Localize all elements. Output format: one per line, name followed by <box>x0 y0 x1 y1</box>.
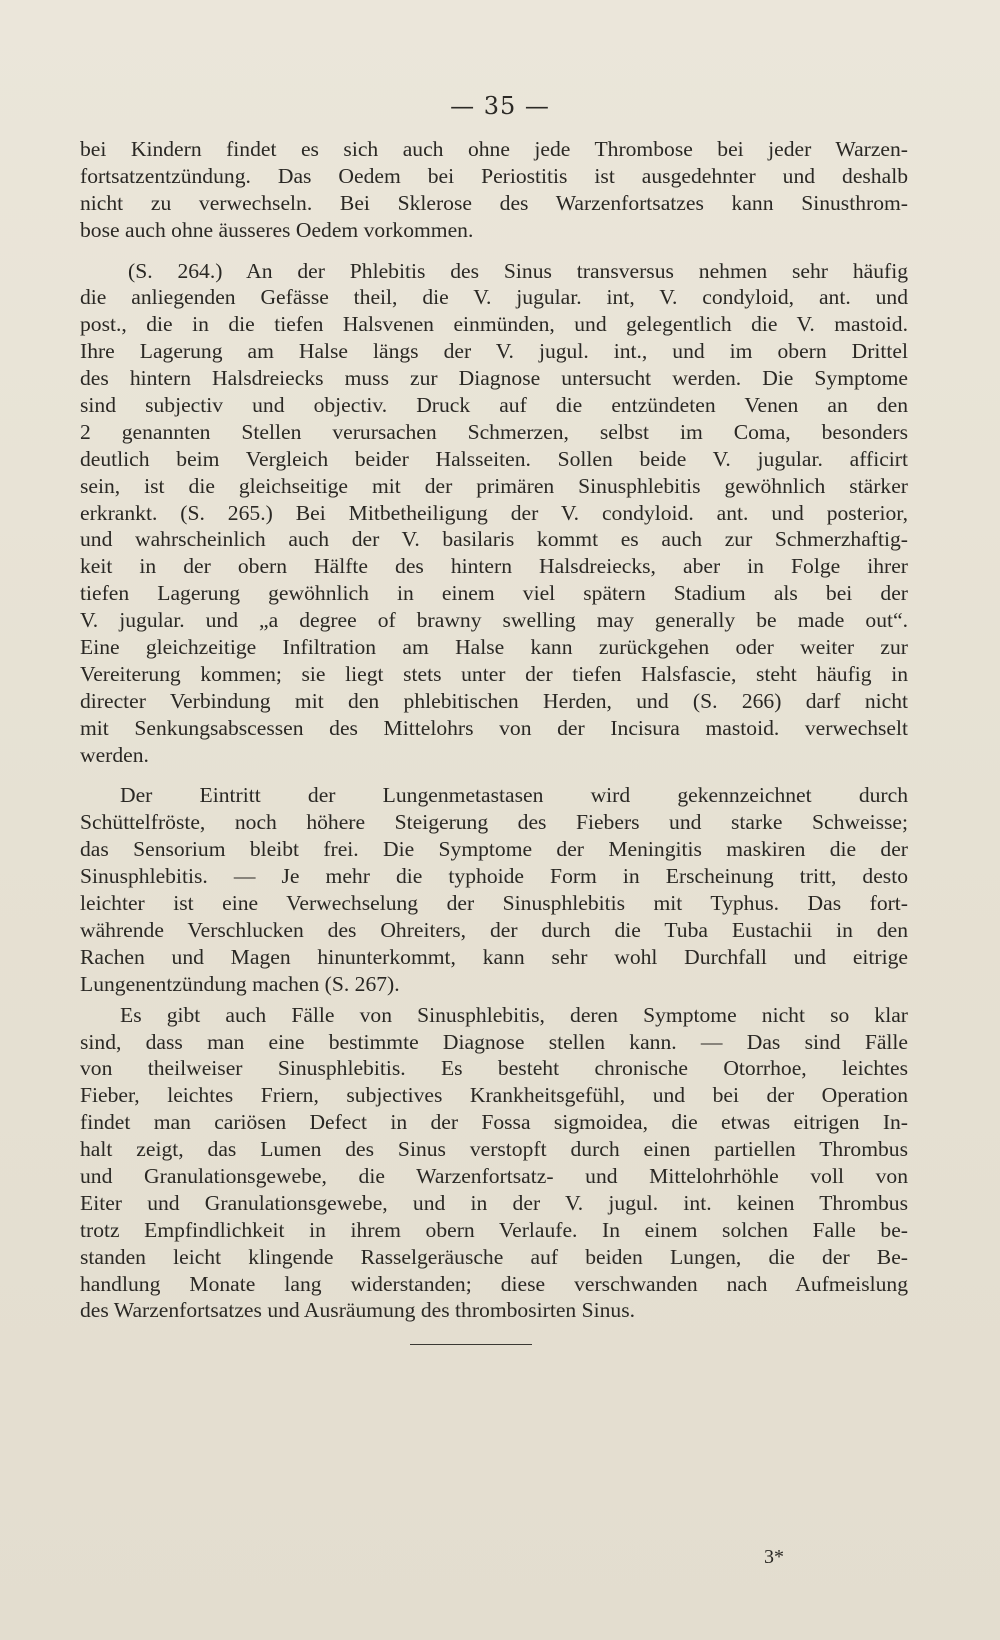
text-line: sind subjectiv und objectiv. Druck auf die entzündeten Venen an den <box>80 393 908 418</box>
text-line: fortsatzentzündung. Das Oedem bei Periostitis ist ausgedehnter und deshalb <box>80 163 908 188</box>
text-line: sind, dass man eine bestimmte Diagnose stellen kann. — Das sind Fälle <box>80 1029 908 1054</box>
text-line: Eine gleichzeitige Infiltration am Halse kann zurückgehen oder weiter zur <box>80 635 908 660</box>
text-line: bei Kindern findet es sich auch ohne jede Thrombose bei jeder Warzen- <box>80 137 908 161</box>
text-line: erkrankt. (S. 265.) Bei Mitbetheiligung der V. condyloid. ant. und posterior, <box>80 500 908 525</box>
text-line: und Granulationsgewebe, die Warzenfortsatz- und Mittelohrhöhle voll von <box>80 1163 908 1188</box>
paragraph-2 <box>80 258 908 769</box>
paragraph-4 <box>80 1002 908 1325</box>
text-line: das Sensorium bleibt frei. Die Symptome der Meningitis maskiren die der <box>80 837 908 862</box>
text-line: Vereiterung kommen; sie liegt stets unter der tiefen Halsfascie, steht häufig in <box>80 661 908 686</box>
text-line: Der Eintritt der Lungenmetastasen wird gekennzeichnet durch <box>120 783 908 808</box>
text-line: leichter ist eine Verwechselung der Sinusphlebitis mit Typhus. Das fort- <box>80 891 908 916</box>
text-line: directer Verbindung mit den phlebitischen Herden, und (S. 266) darf nicht <box>80 688 908 713</box>
text-line: währende Verschlucken des Ohreiters, der durch die Tuba Eustachii in den <box>80 917 908 942</box>
text-line: Es gibt auch Fälle von Sinusphlebitis, deren Symptome nicht so klar <box>120 1002 908 1027</box>
text-line: handlung Monate lang widerstanden; diese verschwanden nach Aufmeislung <box>80 1271 908 1296</box>
text-line: des hintern Halsdreiecks muss zur Diagnose untersucht werden. Die Symptome <box>80 366 908 391</box>
text-line: tiefen Lagerung gewöhnlich in einem viel spätern Stadium als bei der <box>80 581 908 606</box>
text-line: findet man cariösen Defect in der Fossa sigmoidea, die etwas eitrigen In- <box>80 1110 908 1135</box>
page-body <box>80 136 908 1324</box>
text-line: Rachen und Magen hinunterkommt, kann sehr wohl Durchfall und eitrige <box>80 944 908 969</box>
text-line: nicht zu verwechseln. Bei Sklerose des Warzenfortsatzes kann Sinusthrom- <box>80 190 908 215</box>
text-line: bose auch ohne äusseres Oedem vorkommen. <box>80 217 474 242</box>
paragraph-1 <box>80 136 908 244</box>
text-line: 2 genannten Stellen verursachen Schmerzen, selbst im Coma, besonders <box>80 419 908 444</box>
signature-mark: 3* <box>764 1546 784 1568</box>
text-line: und wahrscheinlich auch der V. basilaris kommt es auch zur Schmerzhaftig- <box>80 527 908 552</box>
section-divider <box>410 1344 532 1345</box>
text-line: die anliegenden Gefässe theil, die V. jugular. int, V. condyloid, ant. und <box>80 285 908 310</box>
text-line: post., die in die tiefen Halsvenen einmünden, und gelegentlich die V. mastoid. <box>80 312 908 337</box>
text-line: Ihre Lagerung am Halse längs der V. jugul. int., und im obern Drittel <box>80 339 908 364</box>
paragraph-3 <box>80 782 908 997</box>
text-line: halt zeigt, das Lumen des Sinus verstopft durch einen partiellen Thrombus <box>80 1137 908 1162</box>
text-line: keit in der obern Hälfte des hintern Halsdreiecks, aber in Folge ihrer <box>80 554 908 579</box>
text-line: standen leicht klingende Rasselgeräusche auf beiden Lungen, die der Be- <box>80 1244 908 1269</box>
text-line: von theilweiser Sinusphlebitis. Es besteht chronische Otorrhoe, leichtes <box>80 1056 908 1081</box>
text-line: werden. <box>80 742 149 767</box>
text-line: des Warzenfortsatzes und Ausräumung des thrombosirten Sinus. <box>80 1298 636 1323</box>
text-line: Fieber, leichtes Friern, subjectives Krankheitsgefühl, und bei der Operation <box>80 1083 908 1108</box>
text-line: Eiter und Granulationsgewebe, und in der V. jugul. int. keinen Thrombus <box>80 1190 908 1215</box>
text-line: deutlich beim Vergleich beider Halsseiten. Sollen beide V. jugular. afficirt <box>80 446 908 471</box>
text-line: Schüttelfröste, noch höhere Steigerung des Fiebers und starke Schweisse; <box>80 810 908 835</box>
text-line: mit Senkungsabscessen des Mittelohrs von der Incisura mastoid. verwechselt <box>80 715 908 740</box>
text-line: Sinusphlebitis. — Je mehr die typhoide Form in Erscheinung tritt, desto <box>80 864 908 889</box>
text-line: trotz Empfindlichkeit in ihrem obern Verlaufe. In einem solchen Falle be- <box>80 1217 908 1242</box>
text-line: (S. 264.) An der Phlebitis des Sinus transversus nehmen sehr häufig <box>128 258 908 283</box>
text-line: V. jugular. und „a degree of brawny swelling may generally be made out“. <box>80 608 908 633</box>
text-line: Lungenentzündung machen (S. 267). <box>80 971 400 996</box>
page-number: — 35 — <box>450 92 550 120</box>
text-line: sein, ist die gleichseitige mit der primären Sinusphlebitis gewöhnlich stärker <box>80 473 908 498</box>
